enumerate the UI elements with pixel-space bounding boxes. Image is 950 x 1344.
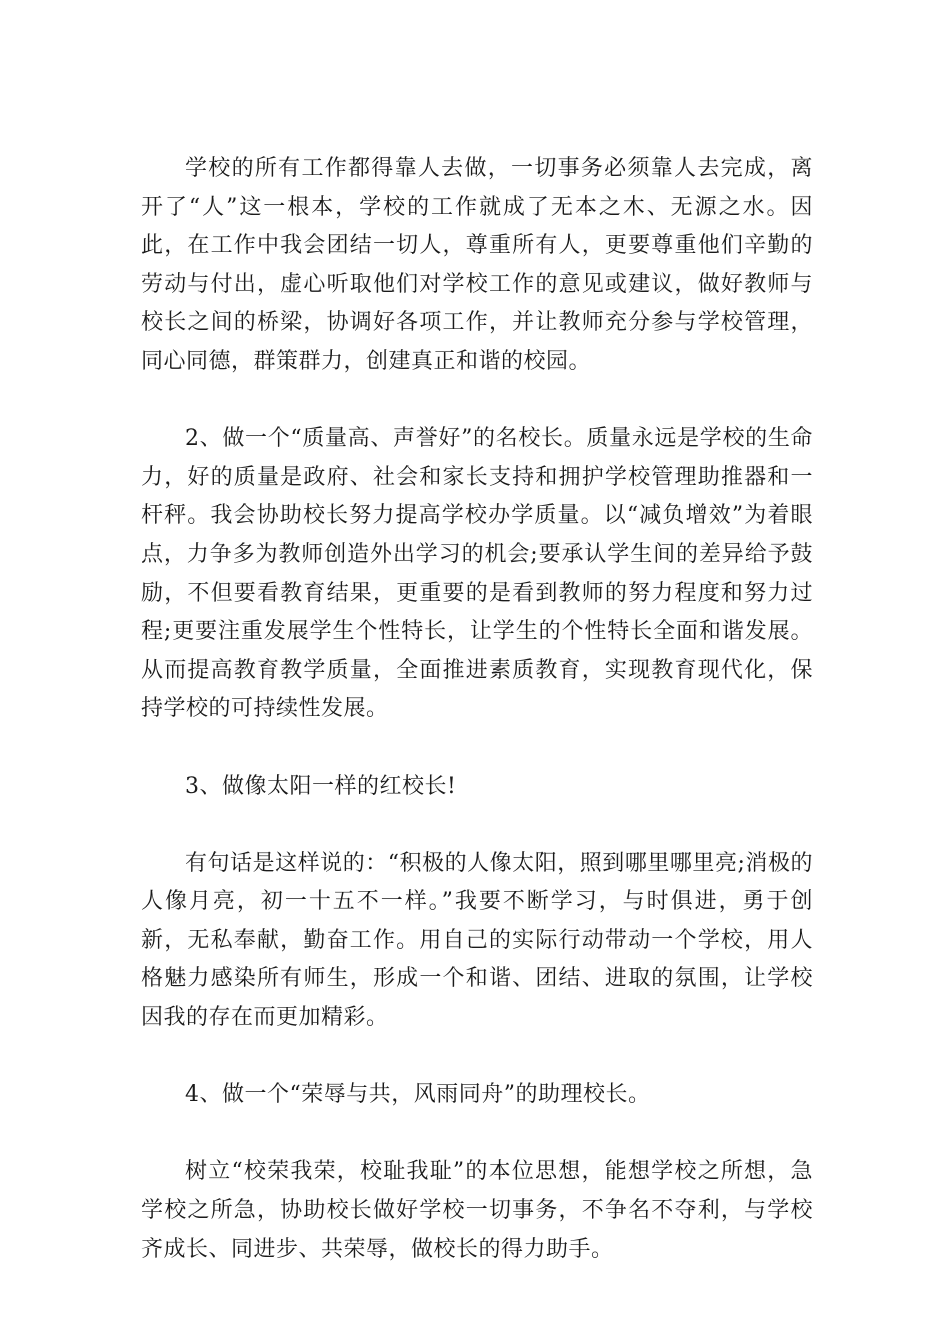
paragraph-assistant-body: 树立“校荣我荣，校耻我耻”的本位思想，能想学校之所想，急学校之所急，协助校长做好学校一切事务，不争名不夺利，与学校齐成长、同进步、共荣辱，做校长的得力助手。 [141,1159,813,1262]
paragraph-quality-principal: 2、做一个“质量高、声誉好”的名校长。质量永远是学校的生命力，好的质量是政府、社会和家长支持和拥护学校管理助推器和一杆秤。我会协助校长努力提高学校办学质量。以“减负增效”为着眼点，力争多为教师创造外出学习的机会;要承认学生间的差异给予鼓励，不但要看教育结果，更重要的是看到教师的努力程度和努力过程;更要注重发展学生个性特长，让学生的个性特长全面和谐发展。从而提高教育教学质量，全面推进素质教育，实现教育现代化，保持学校的可持续性发展。 [141,426,813,722]
paragraph-teamwork: 学校的所有工作都得靠人去做，一切事务必须靠人去完成，离开了“人”这一根本，学校的工作就成了无本之木、无源之水。因此，在工作中我会团结一切人，尊重所有人，更要尊重他们辛勤的劳动与付出，虚心听取他们对学校工作的意见或建议，做好教师与校长之间的桥梁，协调好各项工作，并让教师充分参与学校管理，同心同德，群策群力，创建真正和谐的校园。 [141,156,813,374]
paragraph-sun-heading: 3、做像太阳一样的红校长! [185,773,457,799]
paragraph-sun-body: 有句话是这样说的：“积极的人像太阳，照到哪里哪里亮;消极的人像月亮，初一十五不一样。”我要不断学习，与时俱进，勇于创新，无私奉献，勤奋工作。用自己的实际行动带动一个学校，用人格魅力感染所有师生，形成一个和谐、团结、进取的氛围，让学校因我的存在而更加精彩。 [141,850,813,1031]
paragraph-assistant-heading: 4、做一个“荣辱与共，风雨同舟”的助理校长。 [185,1082,651,1108]
document-body [141,150,813,1269]
